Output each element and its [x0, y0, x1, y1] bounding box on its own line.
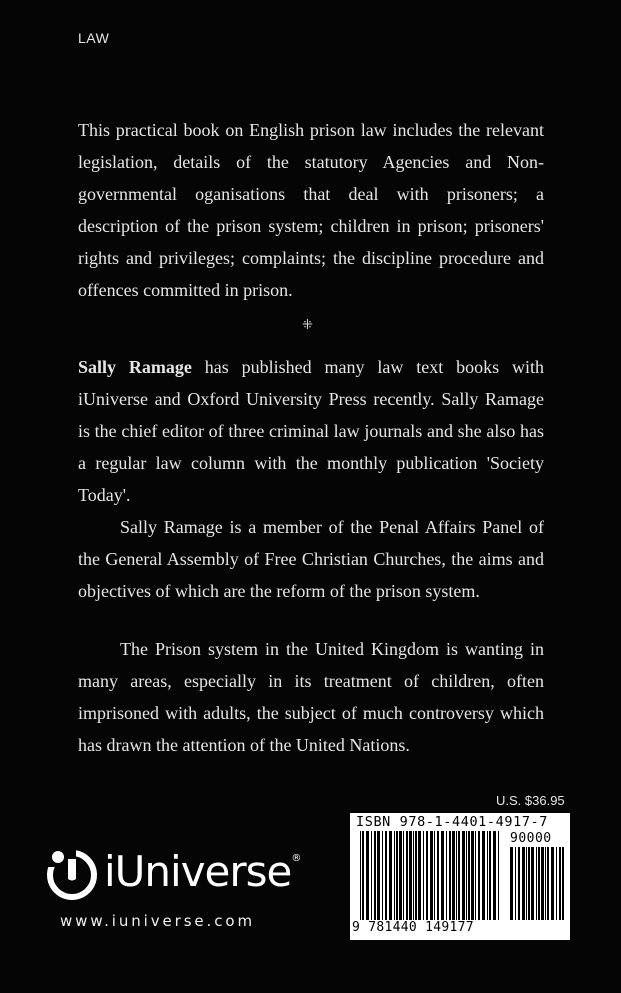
isbn-number: ISBN 978-1-4401-4917-7	[356, 814, 549, 830]
registered-mark: ®	[291, 853, 301, 864]
publisher-name	[104, 847, 300, 896]
book-description: This practical book on English prison law includes the relevant legislation, details of the statutory Agencies and Non-governmental oganisations that deal with prisoners; a description of the prison system; children in prison; prisoners' rights and privileges; complaints; the discipline procedure and offences committed in prison.	[78, 120, 544, 300]
publisher-wordmark: iUniverse	[104, 847, 292, 896]
category-label: LAW	[78, 30, 110, 46]
section-ornament: ⁜	[302, 318, 313, 333]
addon-barcode-bars	[510, 847, 564, 927]
publisher-website[interactable]: www.iuniverse.com	[60, 912, 255, 930]
author-bio-text: has published many law text books with iUniverse and Oxford University Press recently. Sally Ramage is the chief editor of three criminal law journals and she also has a regular law column with the monthly publication 'Society Today'.	[78, 357, 544, 505]
author-name: Sally Ramage	[78, 357, 192, 377]
author-bio-paragraph-2: Sally Ramage is a member of the Penal Affairs Panel of the General Assembly of Free Christian Churches, the aims and objectives of which are the reform of the prison system.	[78, 517, 544, 601]
author-bio-paragraph-1	[78, 351, 544, 511]
publisher-logo	[46, 845, 306, 915]
isbn-barcode	[350, 813, 570, 940]
iuniverse-logo-icon	[46, 845, 102, 905]
ean-barcode-bars	[360, 831, 500, 925]
ean-digits: 9 781440 149177	[352, 920, 568, 935]
barcode-addon-number: 90000	[510, 831, 552, 846]
price-label: U.S. $36.95	[496, 793, 565, 808]
author-bio-paragraph-3: The Prison system in the United Kingdom is wanting in many areas, especially in its treatment of children, often imprisoned with adults, the subject of much controversy which has drawn the attention of the United Nations.	[78, 639, 544, 755]
